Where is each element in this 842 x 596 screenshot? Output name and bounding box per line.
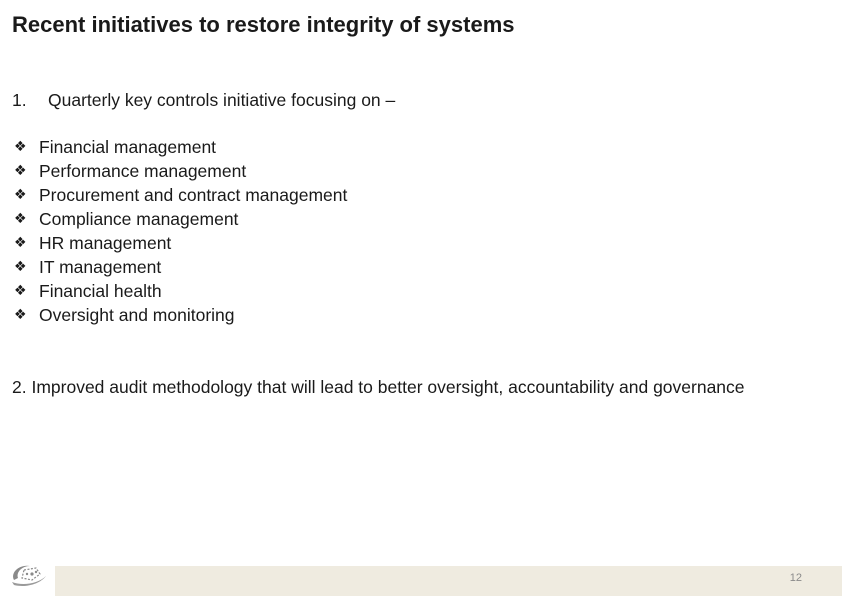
logo-icon (8, 560, 50, 588)
slide-title: Recent initiatives to restore integrity of systems (12, 12, 515, 37)
list-item-label: Oversight and monitoring (39, 305, 235, 325)
bullet-list (14, 135, 347, 327)
item-number: 1. (12, 90, 27, 110)
list-item (14, 207, 347, 231)
list-item (14, 183, 347, 207)
list-item (14, 255, 347, 279)
list-item (14, 231, 347, 255)
diamond-bullet-icon: ❖ (14, 235, 27, 251)
list-item-label: Procurement and contract management (39, 185, 348, 205)
list-item-label: Performance management (39, 161, 247, 181)
list-item-label: Financial management (39, 137, 217, 157)
diamond-bullet-icon: ❖ (14, 283, 27, 299)
list-item-label: IT management (39, 257, 162, 277)
list-item-label: Compliance management (39, 209, 239, 229)
list-item (14, 159, 347, 183)
diamond-bullet-icon: ❖ (14, 139, 27, 155)
list-item (14, 279, 347, 303)
list-item (14, 303, 347, 327)
diamond-bullet-icon: ❖ (14, 259, 27, 275)
diamond-bullet-icon: ❖ (14, 307, 27, 323)
page-number: 12 (789, 572, 802, 584)
diamond-bullet-icon: ❖ (14, 211, 27, 227)
diamond-bullet-icon: ❖ (14, 163, 27, 179)
diamond-bullet-icon: ❖ (14, 187, 27, 203)
numbered-item-1 (12, 88, 395, 112)
list-item-label: Financial health (39, 281, 162, 301)
list-item-label: HR management (39, 233, 172, 253)
item-text: Quarterly key controls initiative focusing on – (48, 90, 396, 110)
numbered-item-2: 2. Improved audit methodology that will lead to better oversight, accountability and governance (12, 377, 745, 397)
footer-bar (55, 566, 842, 596)
list-item (14, 135, 347, 159)
